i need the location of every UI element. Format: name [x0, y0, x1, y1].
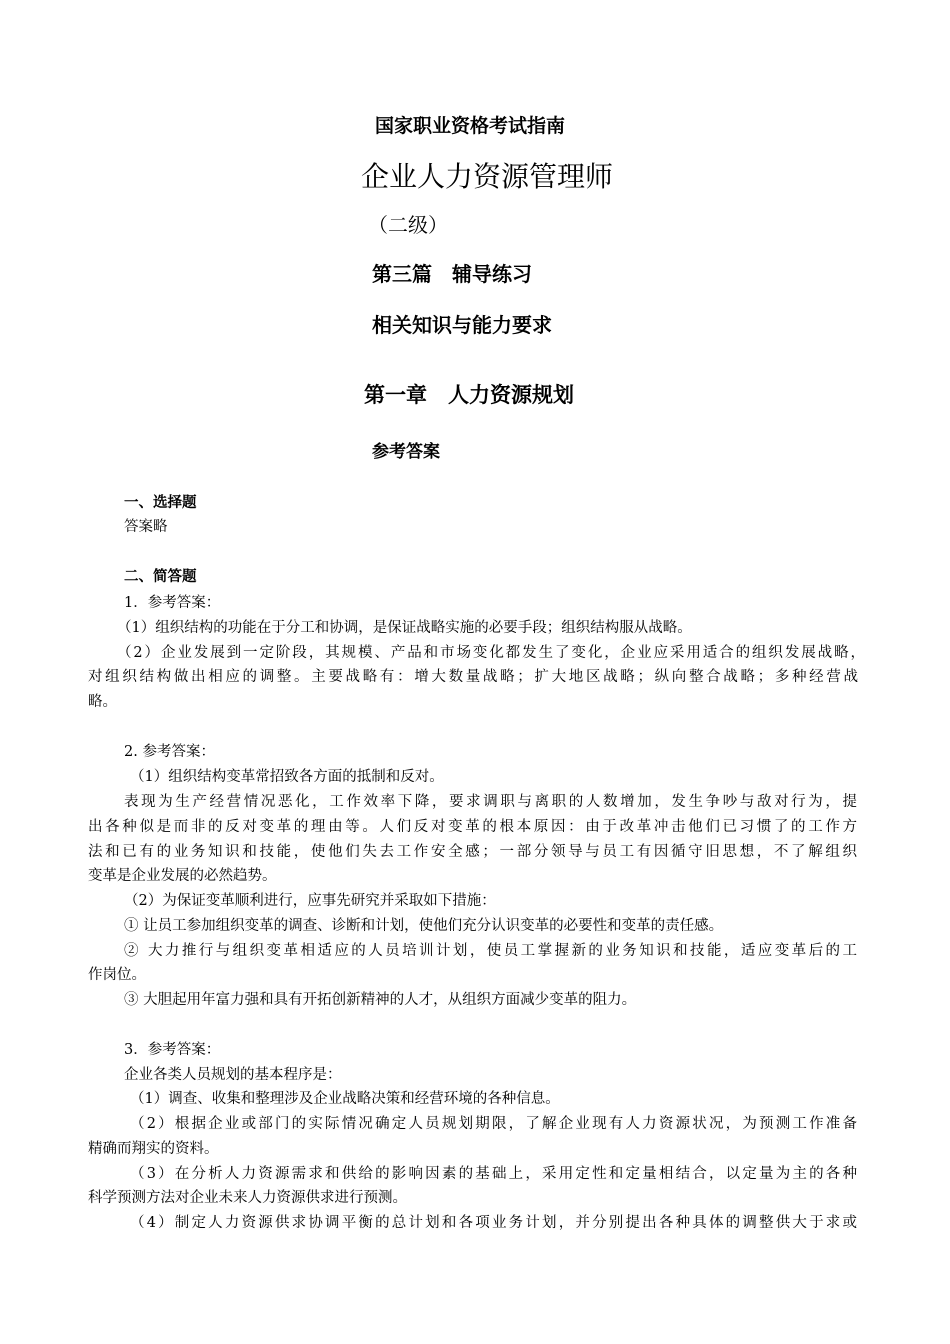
q2-paragraph-3: （2）为保证变革顺利进行，应事先研究并采取如下措施：: [124, 893, 496, 909]
section-1-heading: 一、选择题: [124, 495, 197, 511]
q3-label: 3．参考答案：: [124, 1042, 221, 1058]
part-title: 第三篇 辅导练习: [372, 262, 532, 286]
q3-step-2-line-2: 精确而翔实的资料。: [88, 1141, 219, 1157]
book-title: 企业人力资源管理师: [361, 160, 614, 193]
level-label: （二级）: [368, 213, 448, 237]
q2-measure-1: ① 让员工参加组织变革的调查、诊断和计划，使他们充分认识变革的必要性和变革的责任感。: [124, 918, 724, 934]
answers-heading: 参考答案: [372, 442, 440, 462]
q3-step-2-line-1: （2）根据企业或部门的实际情况确定人员规划期限，了解企业现有人力资源状况，为预测工作准备: [130, 1116, 857, 1132]
q2-paragraph-2-line-2: 出各种似是而非的反对变革的理由等。人们反对变革的根本原因：由于改革冲击他们已习惯了的工作方: [88, 819, 857, 835]
q1-paragraph-2-line-3: 略。: [88, 694, 117, 710]
q2-measure-3: ③ 大胆起用年富力强和具有开拓创新精神的人才，从组织方面减少变革的阻力。: [124, 992, 637, 1008]
q3-step-3-line-2: 科学预测方法对企业未来人力资源供求进行预测。: [88, 1190, 407, 1206]
q3-step-3-line-1: （3）在分析人力资源需求和供给的影响因素的基础上，采用定性和定量相结合，以定量为主的各种: [130, 1166, 857, 1182]
q3-step-4-line-1: （4）制定人力资源供求协调平衡的总计划和各项业务计划，并分别提出各种具体的调整供大于求或: [130, 1215, 857, 1231]
q2-paragraph-1: （1）组织结构变革常招致各方面的抵制和反对。: [130, 769, 444, 785]
q3-step-1: （1）调查、收集和整理涉及企业战略决策和经营环境的各种信息。: [130, 1091, 560, 1107]
series-title: 国家职业资格考试指南: [375, 115, 566, 137]
q2-paragraph-2-line-4: 变革是企业发展的必然趋势。: [88, 868, 277, 884]
chapter-title: 第一章 人力资源规划: [364, 383, 574, 407]
section-1-content: 答案略: [124, 519, 168, 535]
section-2-heading: 二、简答题: [124, 569, 197, 585]
q2-label: 2. 参考答案：: [124, 744, 215, 760]
q1-label: 1．参考答案：: [124, 595, 221, 611]
section-title: 相关知识与能力要求: [372, 313, 552, 337]
q1-paragraph-2-line-2: 对组织结构做出相应的调整。主要战略有：增大数量战略；扩大地区战略；纵向整合战略；多种经营战: [88, 669, 858, 685]
q2-paragraph-2-line-1: 表现为生产经营情况恶化，工作效率下降，要求调职与离职的人数增加，发生争吵与敌对行为，提: [124, 794, 857, 810]
q2-measure-2-line-1: ② 大力推行与组织变革相适应的人员培训计划，使员工掌握新的业务知识和技能，适应变革后的工: [124, 943, 857, 959]
q1-paragraph-1: （1）组织结构的功能在于分工和协调，是保证战略实施的必要手段；组织结构服从战略。: [117, 620, 692, 636]
q1-paragraph-2-line-1: （2）企业发展到一定阶段，其规模、产品和市场变化都发生了变化，企业应采用适合的组织发展战略，: [117, 645, 865, 661]
q2-measure-2-line-2: 作岗位。: [88, 967, 146, 983]
q3-intro: 企业各类人员规划的基本程序是：: [124, 1067, 342, 1083]
q2-paragraph-2-line-3: 法和已有的业务知识和技能，使他们失去工作安全感；一部分领导与员工有因循守旧思想，不了解组织: [88, 844, 857, 860]
